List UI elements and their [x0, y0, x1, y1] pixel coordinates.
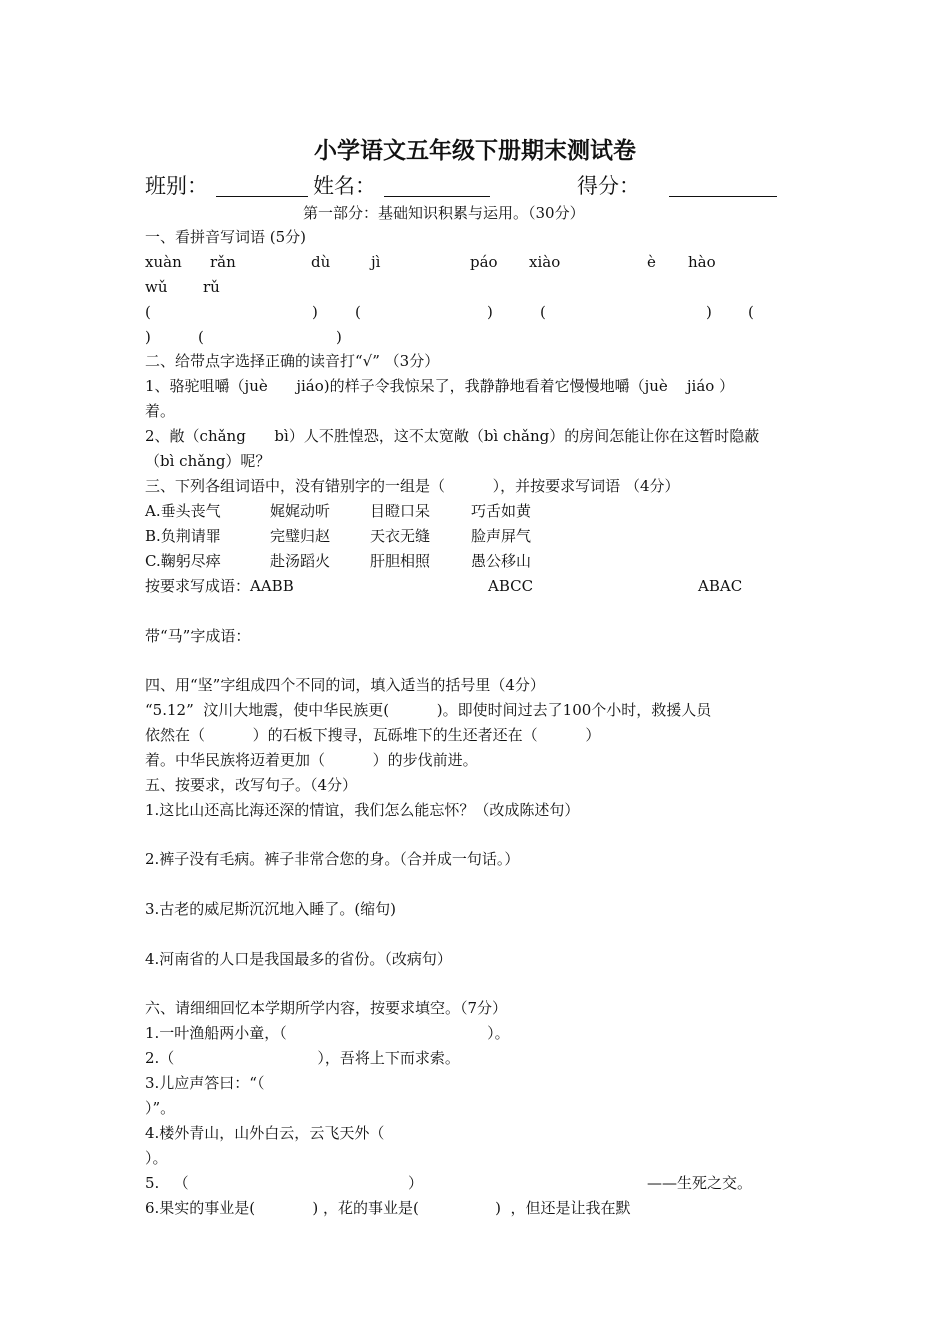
pinyin-hao: hào [688, 253, 716, 271]
q3-horse: 带“马”字成语： [145, 627, 251, 645]
q6-line4b: ）。 [145, 1149, 168, 1167]
answer-paren-2-close: ) [487, 303, 493, 321]
answer-paren-3-close: ) [706, 303, 712, 321]
q3-a-3: 目瞪口呆 [370, 502, 431, 520]
q3-write-aabb: 按要求写成语：AABB [145, 577, 294, 595]
name-blank[interactable] [384, 196, 490, 197]
answer-paren-4-open: ( [748, 303, 754, 321]
q4-line3: 着。中华民族将迈着更加（ ）的步伐前进。 [145, 751, 478, 769]
q5-item-4: 4.河南省的人口是我国最多的省份。（改病句） [145, 950, 452, 968]
q3-a-4: 巧舌如黄 [471, 502, 532, 520]
q2-line1b: 着。 [145, 402, 176, 420]
q5-item-1: 1.这比山还高比海还深的情谊，我们怎么能忘怀？（改成陈述句） [145, 801, 580, 819]
q3-write-abac: ABAC [698, 577, 743, 595]
q5-heading: 五、按要求，改写句子。（4分） [145, 776, 358, 794]
q3-a-1: A.垂头丧气 [145, 502, 221, 520]
class-blank[interactable] [216, 196, 308, 197]
q3-b-4: 脸声屏气 [471, 527, 532, 545]
class-label: 班别： [145, 174, 208, 198]
name-label: 姓名： [313, 174, 376, 198]
pinyin-ru: rǔ [203, 278, 220, 296]
answer-paren-5-open: ( [198, 328, 204, 346]
q3-write-abcc: ABCC [488, 577, 534, 595]
q3-b-3: 天衣无缝 [370, 527, 431, 545]
q3-b-1: B.负荆请罪 [145, 527, 221, 545]
q3-a-2: 娓娓动听 [270, 502, 331, 520]
q2-line1a: 1、骆驼咀嚼（juè jiáo)的样子令我惊呆了，我静静地看着它慢慢地嚼（juè jiáo ） [145, 377, 735, 395]
q1-heading: 一、看拼音写词语 (5分) [145, 228, 307, 246]
q3-c-3: 肝胆相照 [370, 552, 431, 570]
pinyin-pao: páo [470, 253, 498, 271]
pinyin-ji: jì [371, 253, 381, 271]
q2-line2b: （bì chǎng）呢？ [145, 452, 271, 470]
q6-heading: 六、请细细回忆本学期所学内容，按要求填空。（7分） [145, 999, 508, 1017]
q6-line5a: 5. （ ） [145, 1174, 423, 1192]
q6-line2: 2.（ ），吾将上下而求索。 [145, 1049, 460, 1067]
q4-line1: “5.12” 汶川大地震，使中华民族更( )。即使时间过去了100个小时，救援人员 [145, 701, 712, 719]
score-blank[interactable] [669, 196, 777, 197]
answer-paren-5-close: ) [336, 328, 342, 346]
page-title: 小学语文五年级下册期末测试卷 [314, 137, 636, 164]
q4-heading: 四、用“坚”字组成四个不同的词，填入适当的括号里（4分） [145, 676, 545, 694]
pinyin-e: è [647, 253, 656, 271]
q2-line2a: 2、敞（chǎng bì）人不胜惶恐，这不太宽敞（bì chǎng）的房间怎能让你在这暂时隐蔽 [145, 427, 760, 445]
pinyin-xuan: xuàn [145, 253, 182, 271]
q2-heading: 二、给带点字选择正确的读音打“√” （3分） [145, 352, 440, 370]
q3-c-1: C.鞠躬尽瘁 [145, 552, 221, 570]
q4-line2: 依然在（ ）的石板下搜寻，瓦砾堆下的生还者还在（ ） [145, 726, 601, 744]
answer-paren-1-open: ( [145, 303, 151, 321]
answer-paren-4-close: ) [145, 328, 151, 346]
q5-item-3: 3.古老的威尼斯沉沉地入睡了。(缩句) [145, 900, 397, 918]
pinyin-du: dù [311, 253, 331, 271]
q6-line5b: ——生死之交。 [647, 1174, 753, 1192]
answer-paren-3-open: ( [540, 303, 546, 321]
q6-line4a: 4.楼外青山，山外白云，云飞天外（ [145, 1124, 385, 1142]
pinyin-ran: rǎn [210, 253, 236, 271]
q6-line3a: 3.儿应声答曰：“（ [145, 1074, 265, 1092]
q6-line1: 1.一叶渔船两小童，（ ）。 [145, 1024, 510, 1042]
q5-item-2: 2.裤子没有毛病。裤子非常合您的身。（合并成一句话。） [145, 850, 520, 868]
answer-paren-2-open: ( [355, 303, 361, 321]
q3-b-2: 完璧归赵 [270, 527, 331, 545]
q3-c-2: 赴汤蹈火 [270, 552, 331, 570]
q3-heading: 三、下列各组词语中，没有错别字的一组是（ ），并按要求写词语 （4分） [145, 477, 680, 495]
q3-c-4: 愚公移山 [471, 552, 532, 570]
q6-line3b: ）”。 [145, 1099, 176, 1117]
answer-paren-1-close: ) [312, 303, 318, 321]
pinyin-xiao: xiào [529, 253, 561, 271]
part1-heading: 第一部分：基础知识积累与运用。（30分） [303, 204, 585, 222]
score-label: 得分： [577, 174, 640, 198]
q6-line6: 6.果实的事业是( ) ，花的事业是( ) ，但还是让我在默 [145, 1199, 631, 1217]
pinyin-wu: wǔ [145, 278, 168, 296]
